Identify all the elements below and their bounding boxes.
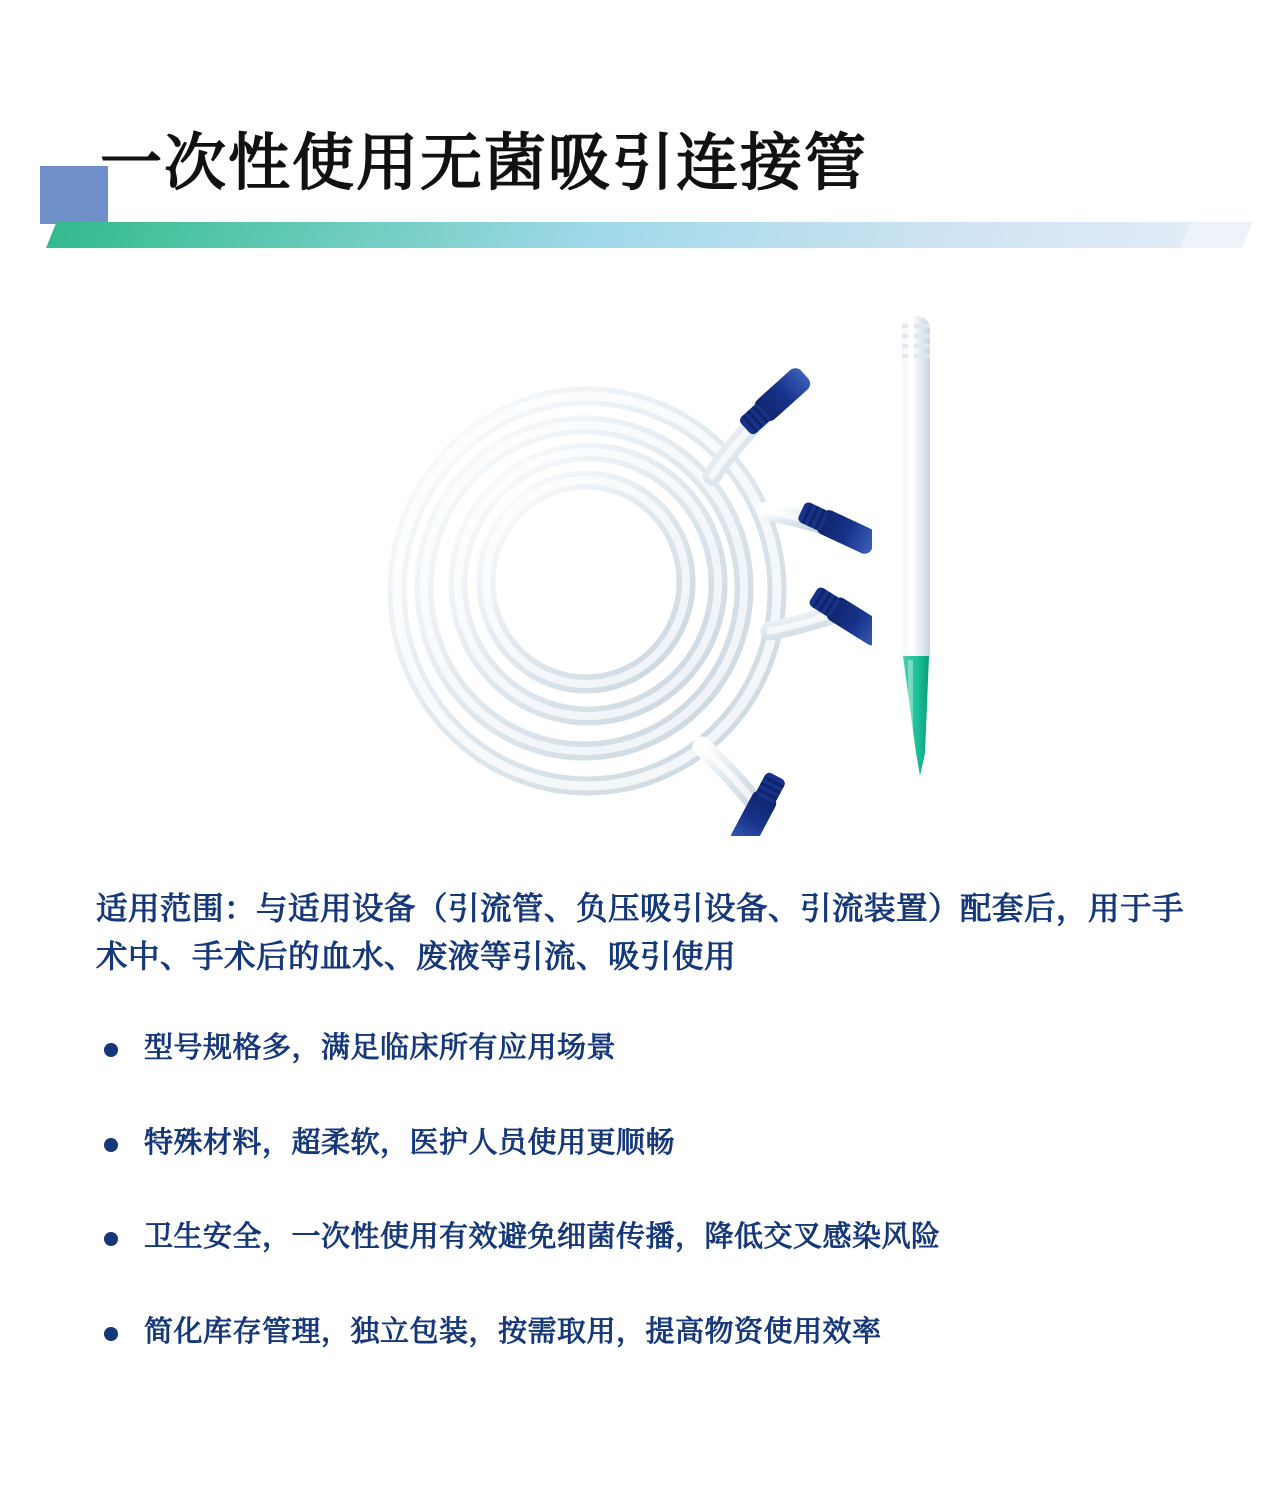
header-accent-bar	[46, 222, 1253, 248]
header-accent-bar-tip	[1180, 222, 1253, 248]
list-item	[104, 1219, 1234, 1257]
list-item	[104, 1030, 1234, 1068]
feature-text: 卫生安全，一次性使用有效避免细菌传播，降低交叉感染风险	[144, 1221, 941, 1254]
coiled-suction-tube	[372, 326, 872, 836]
product-image	[0, 278, 1280, 823]
scope-paragraph: 适用范围：与适用设备（引流管、负压吸引设备、引流装置）配套后，用于手术中、手术后的血水、废液等引流、吸引使用	[96, 889, 1185, 975]
bullet-icon	[104, 1138, 118, 1152]
header-accent-square	[40, 166, 108, 224]
bullet-icon	[104, 1327, 118, 1341]
feature-text: 型号规格多，满足临床所有应用场景	[144, 1032, 617, 1064]
page-title: 一次性使用无菌吸引连接管	[100, 129, 869, 198]
list-item	[104, 1314, 1234, 1352]
bullet-icon	[104, 1043, 118, 1057]
feature-text: 特殊材料，超柔软，医护人员使用更顺畅	[144, 1126, 676, 1159]
feature-text: 简化库存管理，独立包装，按需取用，提高物资使用效率	[144, 1316, 882, 1349]
list-item	[104, 1125, 1234, 1163]
suction-wand	[880, 298, 960, 798]
bullet-icon	[104, 1232, 118, 1246]
page-header	[0, 0, 1280, 270]
feature-list	[104, 1030, 1234, 1409]
